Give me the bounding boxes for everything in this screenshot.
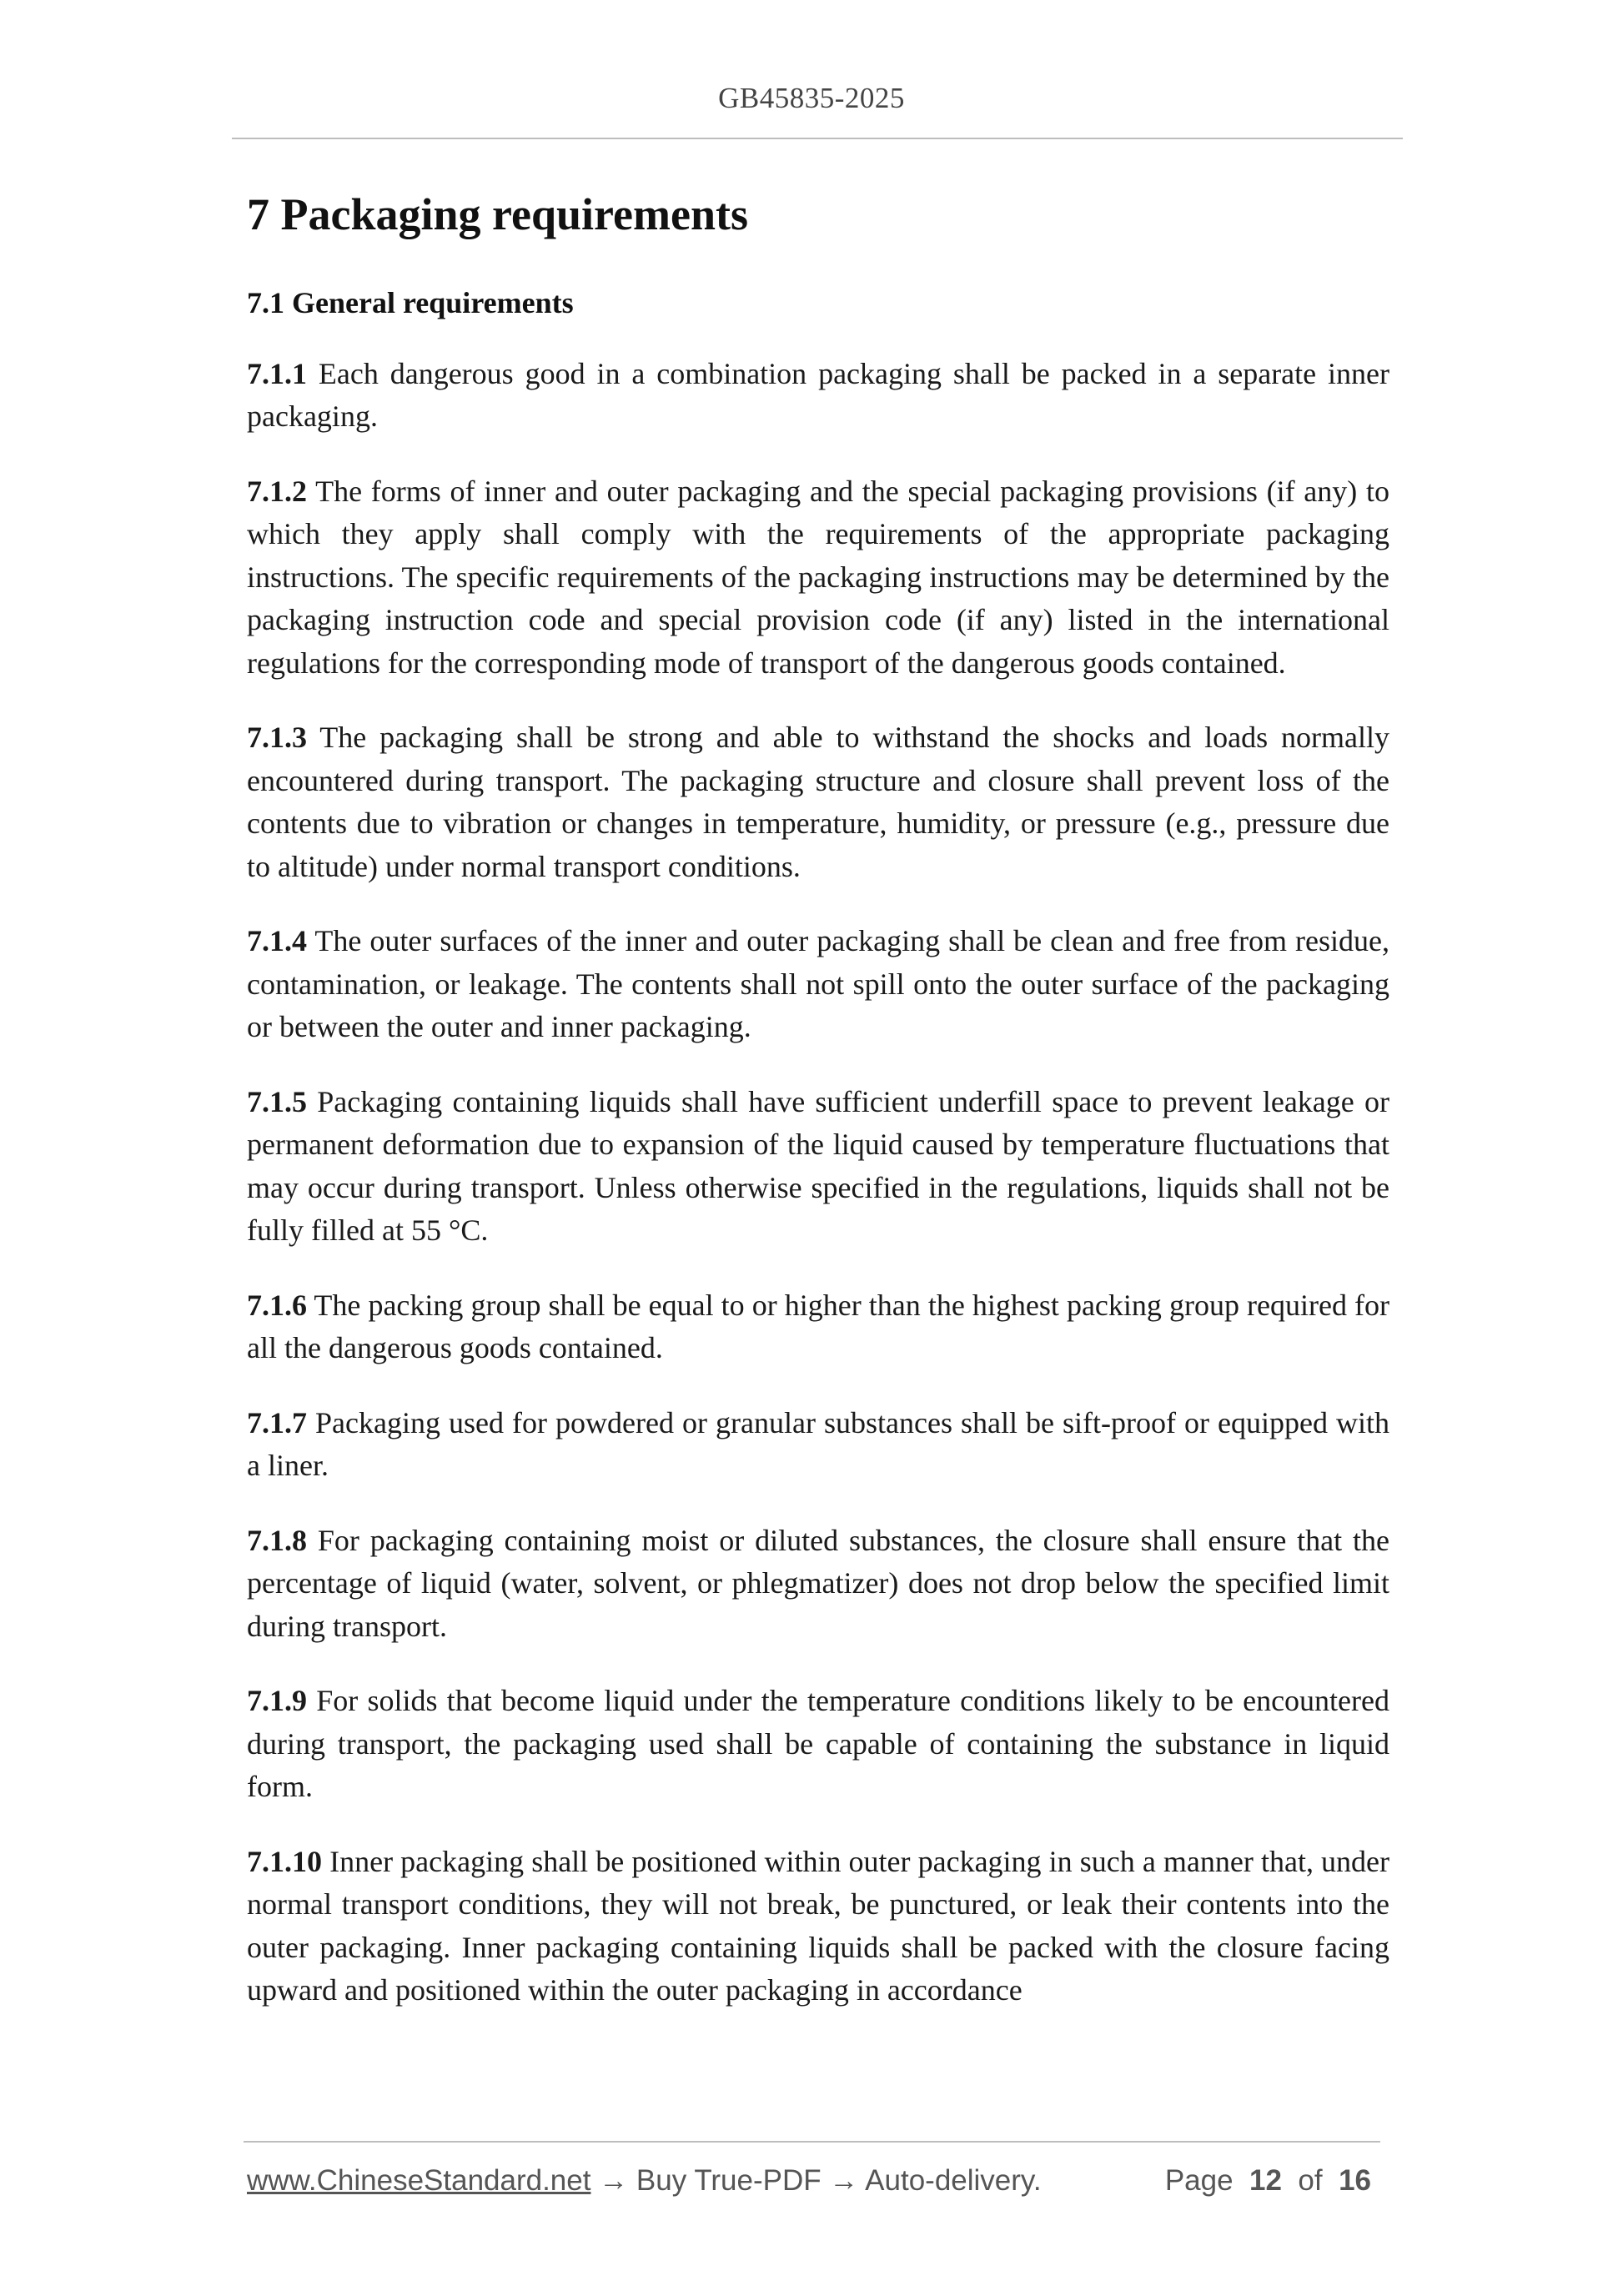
clause-7-1-5 (247, 1081, 1389, 1253)
clause-7-1-10 (247, 1841, 1389, 2012)
of-word: of (1298, 2164, 1323, 2197)
clause-7-1-6 (247, 1284, 1389, 1370)
page-word: Page (1164, 2164, 1234, 2197)
clause-7-1-2 (247, 470, 1389, 686)
clause-text: The forms of inner and outer packaging and the special packaging provisions (if any) to which they apply shall comply with the requirements of the appropriate packaging instructions. The specific requirements of the packaging instructions may be determined by the packaging instruction code and special provision code (if any) listed in the international regulations for the corresponding mode of transport of the dangerous goods contained. (247, 474, 1389, 680)
clause-text: Each dangerous good in a combination packaging shall be packed in a separate inner packaging. (247, 356, 1389, 434)
footer-divider (244, 2141, 1380, 2143)
section-title: 7 Packaging requirements (247, 189, 748, 239)
clause-text: Inner packaging shall be positioned within outer packaging in such a manner that, under normal transport conditions, they will not break, be punctured, or leak their contents into the outer packaging. Inner packaging containing liquids shall be packed with the closure facing upward and positioned within the outer packaging in accordance (247, 1844, 1390, 2007)
clause-7-1-4 (247, 920, 1389, 1049)
page-indicator (1165, 2164, 1371, 2198)
document-code-header: GB45835-2025 (718, 82, 905, 114)
clause-number: 7.1.3 (247, 721, 307, 755)
site-link[interactable]: www.ChineseStandard.net (247, 2164, 591, 2197)
clause-text: For solids that become liquid under the temperature conditions likely to be encountered during transport, the packaging used shall be capable of containing the substance in liquid form. (247, 1684, 1390, 1804)
current-page-number: 12 (1249, 2164, 1282, 2197)
clause-text: The packaging shall be strong and able to withstand the shocks and loads normally encountered during transport. The packaging structure and closure shall prevent loss of the contents due to vibration or changes in temperature, humidity, or pressure (e.g., pressure due to altitude) under normal transport conditions. (247, 721, 1389, 883)
clause-text: Packaging used for powdered or granular substances shall be sift-proof or equipped with a liner. (247, 1405, 1389, 1483)
page-body (247, 188, 1389, 2044)
clause-text: Packaging containing liquids shall have sufficient underfill space to prevent leakage or permanent deformation due to expansion of the liquid caused by temperature fluctuations that may occur during transport. Unless otherwise specified in the regulations, liquids shall not be fully filled at 55 °C. (247, 1084, 1390, 1248)
clause-7-1-1 (247, 353, 1389, 439)
footer-promo (247, 2164, 1042, 2198)
clause-7-1-3 (247, 716, 1389, 888)
header-divider (232, 138, 1403, 139)
total-pages-number: 16 (1339, 2164, 1371, 2197)
clause-7-1-7 (247, 1402, 1389, 1488)
clause-text: The outer surfaces of the inner and outer packaging shall be clean and free from residue, contamination, or leakage. The contents shall not spill onto the outer surface of the packaging or between the outer and inner packaging. (247, 924, 1389, 1044)
clause-number: 7.1.10 (247, 1844, 322, 1878)
clause-7-1-8 (247, 1520, 1389, 1649)
clause-number: 7.1.9 (247, 1684, 307, 1718)
subsection-title: 7.1 General requirements (247, 285, 574, 319)
clause-number: 7.1.1 (247, 356, 307, 390)
clause-number: 7.1.6 (247, 1288, 307, 1322)
clause-number: 7.1.2 (247, 474, 307, 508)
clause-7-1-9 (247, 1680, 1389, 1809)
clause-text: For packaging containing moist or diluted substances, the closure shall ensure that the percentage of liquid (water, solvent, or phlegmatizer) does not drop below the specified limit during transport. (247, 1523, 1390, 1643)
footer-tagline: → Buy True-PDF → Auto-delivery. (590, 2164, 1042, 2197)
clause-number: 7.1.8 (247, 1523, 307, 1557)
clause-text: The packing group shall be equal to or higher than the highest packing group required for all the dangerous goods contained. (247, 1288, 1389, 1365)
clause-number: 7.1.7 (247, 1405, 307, 1439)
clause-number: 7.1.5 (247, 1084, 307, 1118)
clause-number: 7.1.4 (247, 924, 307, 958)
